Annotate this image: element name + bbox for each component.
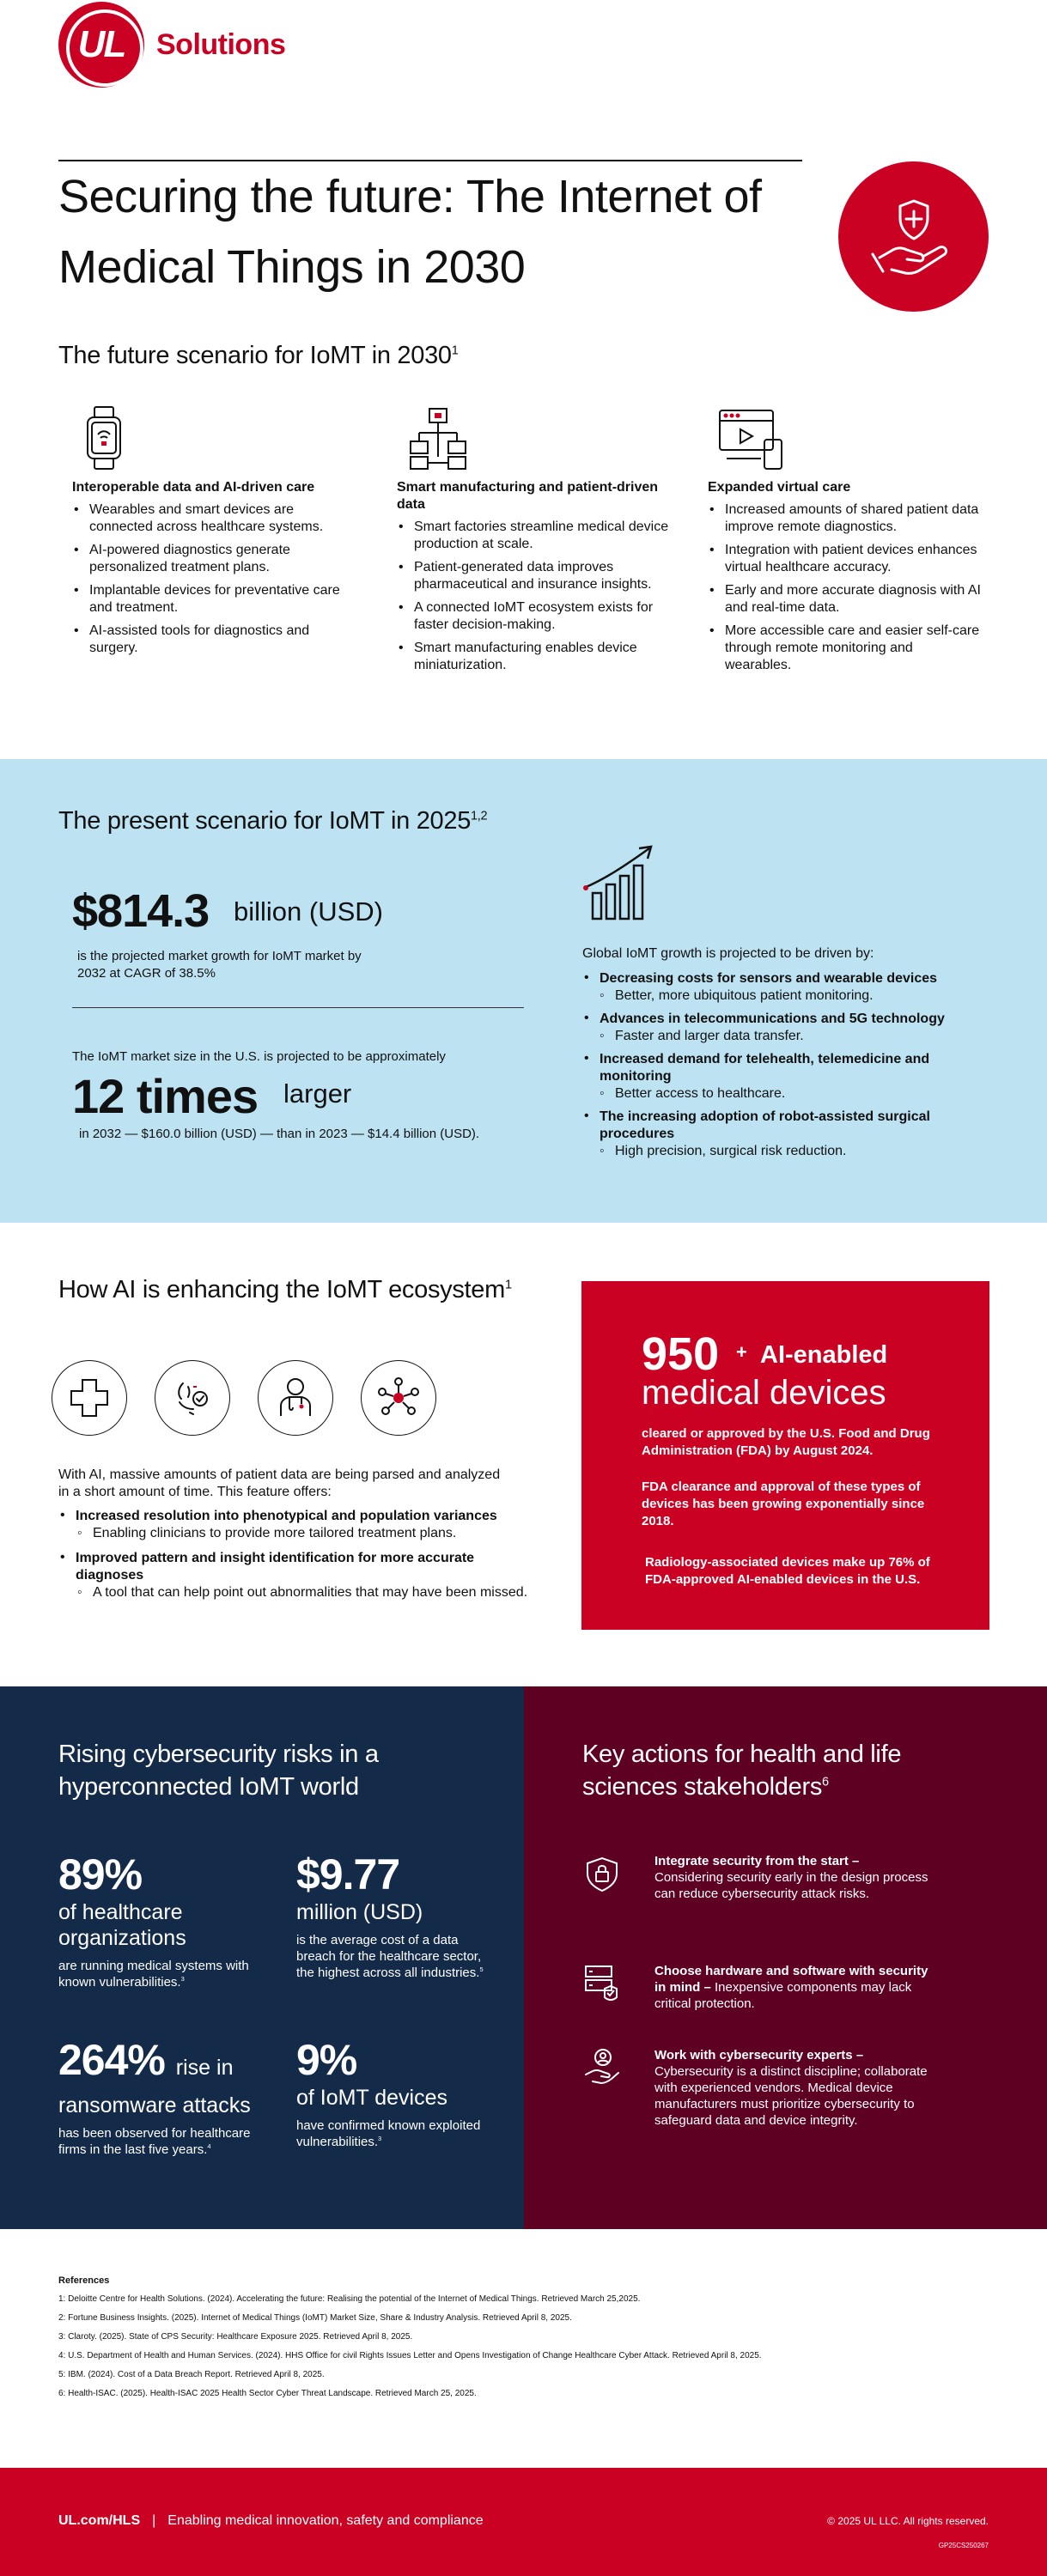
list-item xyxy=(58,1508,531,1542)
future-column-virtual-care xyxy=(708,404,983,680)
present-scenario-section xyxy=(0,759,1047,1223)
ai-devices-label-2: medical devices xyxy=(642,1374,886,1412)
footer-doc-code: GP25CS250267 xyxy=(938,2542,989,2549)
ai-section-title: How AI is enhancing the IoMT ecosystem$^1$ xyxy=(58,1276,512,1303)
header xyxy=(0,0,1047,146)
driver-sub: ◦ Better access to healthcare. xyxy=(600,1085,986,1103)
driver-sub: ◦ High precision, surgical risk reduction. xyxy=(600,1143,986,1160)
reference-item: 2: Fortune Business Insights. (2025). Internet of Medical Things (IoMT) Market Size, Share & Industry Analysis. Retrieved April 8, 2025. xyxy=(58,2313,572,2323)
drivers-list xyxy=(582,970,986,1166)
action-text: Work with cybersecurity experts – Cybersecurity is a distinct discipline; collaborate with experienced vendors. Medical device manufacturers must prioritize cybersecurity to safeguard data and device integrity. xyxy=(654,2048,928,2128)
ai-brain-icon xyxy=(155,1360,230,1436)
stat-label: ransomware attacks xyxy=(58,2093,251,2117)
ai-devices-p1: cleared or approved by the U.S. Food and Drug Administration (FDA) by August 2024. xyxy=(642,1426,930,1458)
present-divider xyxy=(72,1007,524,1008)
drivers-intro: Global IoMT growth is projected to be driven by: xyxy=(582,946,874,961)
ai-devices-plus: + xyxy=(736,1341,747,1363)
list-item: • Implantable devices for preventative care and treatment. xyxy=(72,582,347,617)
ul-logo-mark xyxy=(58,2,144,88)
ai-benefits-list xyxy=(58,1508,531,1609)
hand-shield-icon xyxy=(838,161,989,312)
list-item: • Increased amounts of shared patient data improve remote diagnostics. xyxy=(708,501,983,536)
ai-intro: With AI, massive amounts of patient data are being parsed and analyzed in a short amount of time. This feature offers: xyxy=(58,1467,501,1499)
list-item xyxy=(58,1550,531,1601)
future-column-list xyxy=(72,501,347,657)
stat-desc: is the average cost of a data breach for the healthcare sector, the highest across all industries.$^5$ xyxy=(296,1933,484,1980)
reference-item: 6: Health-ISAC. (2025). Health-ISAC 2025 Health Sector Cyber Threat Landscape. Retrieved March 25, 2025. xyxy=(58,2389,477,2398)
future-column-heading: Expanded virtual care xyxy=(708,480,851,495)
expert-hand-icon xyxy=(582,2047,622,2087)
benefit-heading: • Increased resolution into phenotypical and population variances xyxy=(76,1509,497,1523)
ai-devices-label-1: AI-enabled xyxy=(760,1341,888,1369)
stat-label: of healthcare organizations xyxy=(58,1900,186,1950)
logo-mark-text: UL xyxy=(77,23,125,65)
list-item: • Early and more accurate diagnosis with AI and real-time data. xyxy=(708,582,983,617)
future-column-list xyxy=(708,501,983,674)
list-item: • Smart factories streamline medical device production at scale. xyxy=(397,519,672,553)
stat-label: million (USD) xyxy=(296,1900,423,1924)
network-hierarchy-icon xyxy=(407,404,462,476)
future-column-manufacturing xyxy=(397,404,672,680)
list-item xyxy=(582,970,986,1005)
driver-heading: • Advances in telecommunications and 5G technology xyxy=(600,1012,945,1026)
actions-section-title: Key actions for health and life sciences stakeholders$^6$ xyxy=(582,1741,902,1801)
list-item: • AI-assisted tools for diagnostics and surgery. xyxy=(72,623,347,657)
driver-heading: • Decreasing costs for sensors and wearable devices xyxy=(600,971,938,986)
benefit-heading: • Improved pattern and insight identification for more accurate diagnoses xyxy=(76,1551,475,1583)
us-market-lead: The IoMT market size in the U.S. is projected to be approximately xyxy=(72,1049,446,1064)
ul-solutions-logo[interactable] xyxy=(58,2,285,88)
market-growth-stat: $814.3 xyxy=(72,885,210,937)
network-nodes-icon xyxy=(361,1360,436,1436)
reference-item: 4: U.S. Department of Health and Human Services. (2024). HHS Office for civil Rights Issues Letter and Opens Investigation of Change Healthcare Cyber Attack. Retrieved April 8, 2025. xyxy=(58,2351,762,2360)
reference-item: 5: IBM. (2024). Cost of a Data Breach Report. Retrieved April 8, 2025. xyxy=(58,2370,325,2379)
driver-heading: • The increasing adoption of robot-assisted surgical procedures xyxy=(600,1109,930,1141)
security-shield-icon xyxy=(582,1853,622,1893)
future-section-title: The future scenario for IoMT in 2030$^1$ xyxy=(58,342,459,369)
stat-value: 89% xyxy=(58,1850,143,1899)
driver-sub: ◦ Faster and larger data transfer. xyxy=(600,1028,986,1045)
references xyxy=(58,2275,986,2408)
stat-breach-cost xyxy=(296,1850,494,1981)
benefit-sub: ◦ Enabling clinicians to provide more tailored treatment plans. xyxy=(76,1525,531,1542)
ai-devices-callout xyxy=(581,1281,989,1630)
benefit-sub: ◦ A tool that can help point out abnormalities that may have been missed. xyxy=(76,1584,531,1601)
market-growth-unit: billion (USD) xyxy=(234,896,383,927)
list-item: • A connected IoMT ecosystem exists for faster decision-making. xyxy=(397,599,672,634)
reference-item: 1: Deloitte Centre for Health Solutions. (2024). Accelerating the future: Realising the potential of the Internet of Medical Things. Retrieved March 25,2025. xyxy=(58,2294,641,2304)
list-item xyxy=(582,1011,986,1045)
footer-tagline: Enabling medical innovation, safety and compliance xyxy=(167,2513,484,2528)
stat-value: $9.77 xyxy=(296,1850,400,1899)
list-item: • Wearables and smart devices are connected across healthcare systems. xyxy=(72,501,347,536)
smartwatch-icon xyxy=(82,404,137,476)
footer-copyright: © 2025 UL LLC. All rights reserved. xyxy=(827,2515,989,2527)
stat-value: 264% rise in xyxy=(58,2036,234,2084)
ai-devices-p3: Radiology-associated devices make up 76% of FDA-approved AI-enabled devices in the U.S. xyxy=(645,1555,930,1587)
future-column-list xyxy=(397,519,672,674)
reference-item: 3: Claroty. (2025). State of CPS Security: Healthcare Exposure 2025. Retrieved April 8, 2025. xyxy=(58,2332,413,2342)
virtual-care-icon xyxy=(718,404,773,476)
list-item xyxy=(582,1109,986,1160)
driver-sub: ◦ Better, more ubiquitous patient monitoring. xyxy=(600,987,986,1005)
future-column-heading: Interoperable data and AI-driven care xyxy=(72,480,315,495)
list-item: • Patient-generated data improves pharmaceutical and insurance insights. xyxy=(397,559,672,593)
action-text: Choose hardware and software with security in mind – Inexpensive components may lack critical protection. xyxy=(654,1964,928,2011)
footer-link[interactable]: UL.com/HLS xyxy=(58,2513,141,2528)
list-item: • Smart manufacturing enables device miniaturization. xyxy=(397,640,672,674)
list-item: • Integration with patient devices enhances virtual healthcare accuracy. xyxy=(708,542,983,576)
medical-cross-icon xyxy=(52,1360,127,1436)
future-column-heading: Smart manufacturing and patient-driven data xyxy=(397,480,659,512)
references-title: References xyxy=(58,2275,110,2286)
stat-ransomware xyxy=(58,2035,282,2158)
stat-iomt-devices xyxy=(296,2035,494,2150)
us-market-desc: in 2032 — $160.0 billion (USD) — than in 2023 — $14.4 billion (USD). xyxy=(79,1127,480,1141)
footer xyxy=(0,2468,1047,2576)
stat-desc: has been observed for healthcare firms in the last five years.$^4$ xyxy=(58,2126,251,2157)
us-market-unit: larger xyxy=(283,1078,352,1109)
logo-text: Solutions xyxy=(156,27,286,61)
page-title: Securing the future: The Internet of Medical Things in 2030 xyxy=(58,171,762,293)
footer-left xyxy=(58,2513,484,2529)
cybersecurity-risks-section xyxy=(0,1686,524,2229)
ai-devices-count: 950 xyxy=(642,1328,720,1380)
driver-heading: • Increased demand for telehealth, telemedicine and monitoring xyxy=(600,1052,930,1084)
present-section-title: The present scenario for IoMT in 2025$^{1,2}$ xyxy=(58,807,488,835)
stat-label: of IoMT devices xyxy=(296,2086,448,2110)
stat-desc: are running medical systems with known vulnerabilities.$^3$ xyxy=(58,1959,249,1990)
growth-chart-icon xyxy=(581,843,658,922)
cyber-section-title: Rising cybersecurity risks in a hyperconnected IoMT world xyxy=(58,1741,379,1801)
list-item: • More accessible care and easier self-care through remote monitoring and wearables. xyxy=(708,623,983,674)
list-item xyxy=(582,1051,986,1103)
list-item: • AI-powered diagnostics generate personalized treatment plans. xyxy=(72,542,347,576)
footer-separator: | xyxy=(152,2513,156,2528)
market-growth-desc: is the projected market growth for IoMT market by 2032 at CAGR of 38.5% xyxy=(77,949,362,981)
stat-vulnerable-orgs xyxy=(58,1850,282,1990)
future-column-interoperable xyxy=(72,404,347,663)
key-actions-section xyxy=(524,1686,1047,2229)
hardware-check-icon xyxy=(582,1963,622,2002)
stat-desc: have confirmed known exploited vulnerabilities.$^3$ xyxy=(296,2118,481,2149)
us-market-stat: 12 times xyxy=(72,1069,259,1123)
ai-devices-p2: FDA clearance and approval of these types of devices has been growing exponentially since 2018. xyxy=(642,1479,925,1528)
action-text: Integrate security from the start – Considering security early in the design process can reduce cybersecurity attack risks. xyxy=(654,1854,928,1901)
doctor-icon xyxy=(258,1360,333,1436)
stat-value: 9% xyxy=(296,2036,357,2084)
